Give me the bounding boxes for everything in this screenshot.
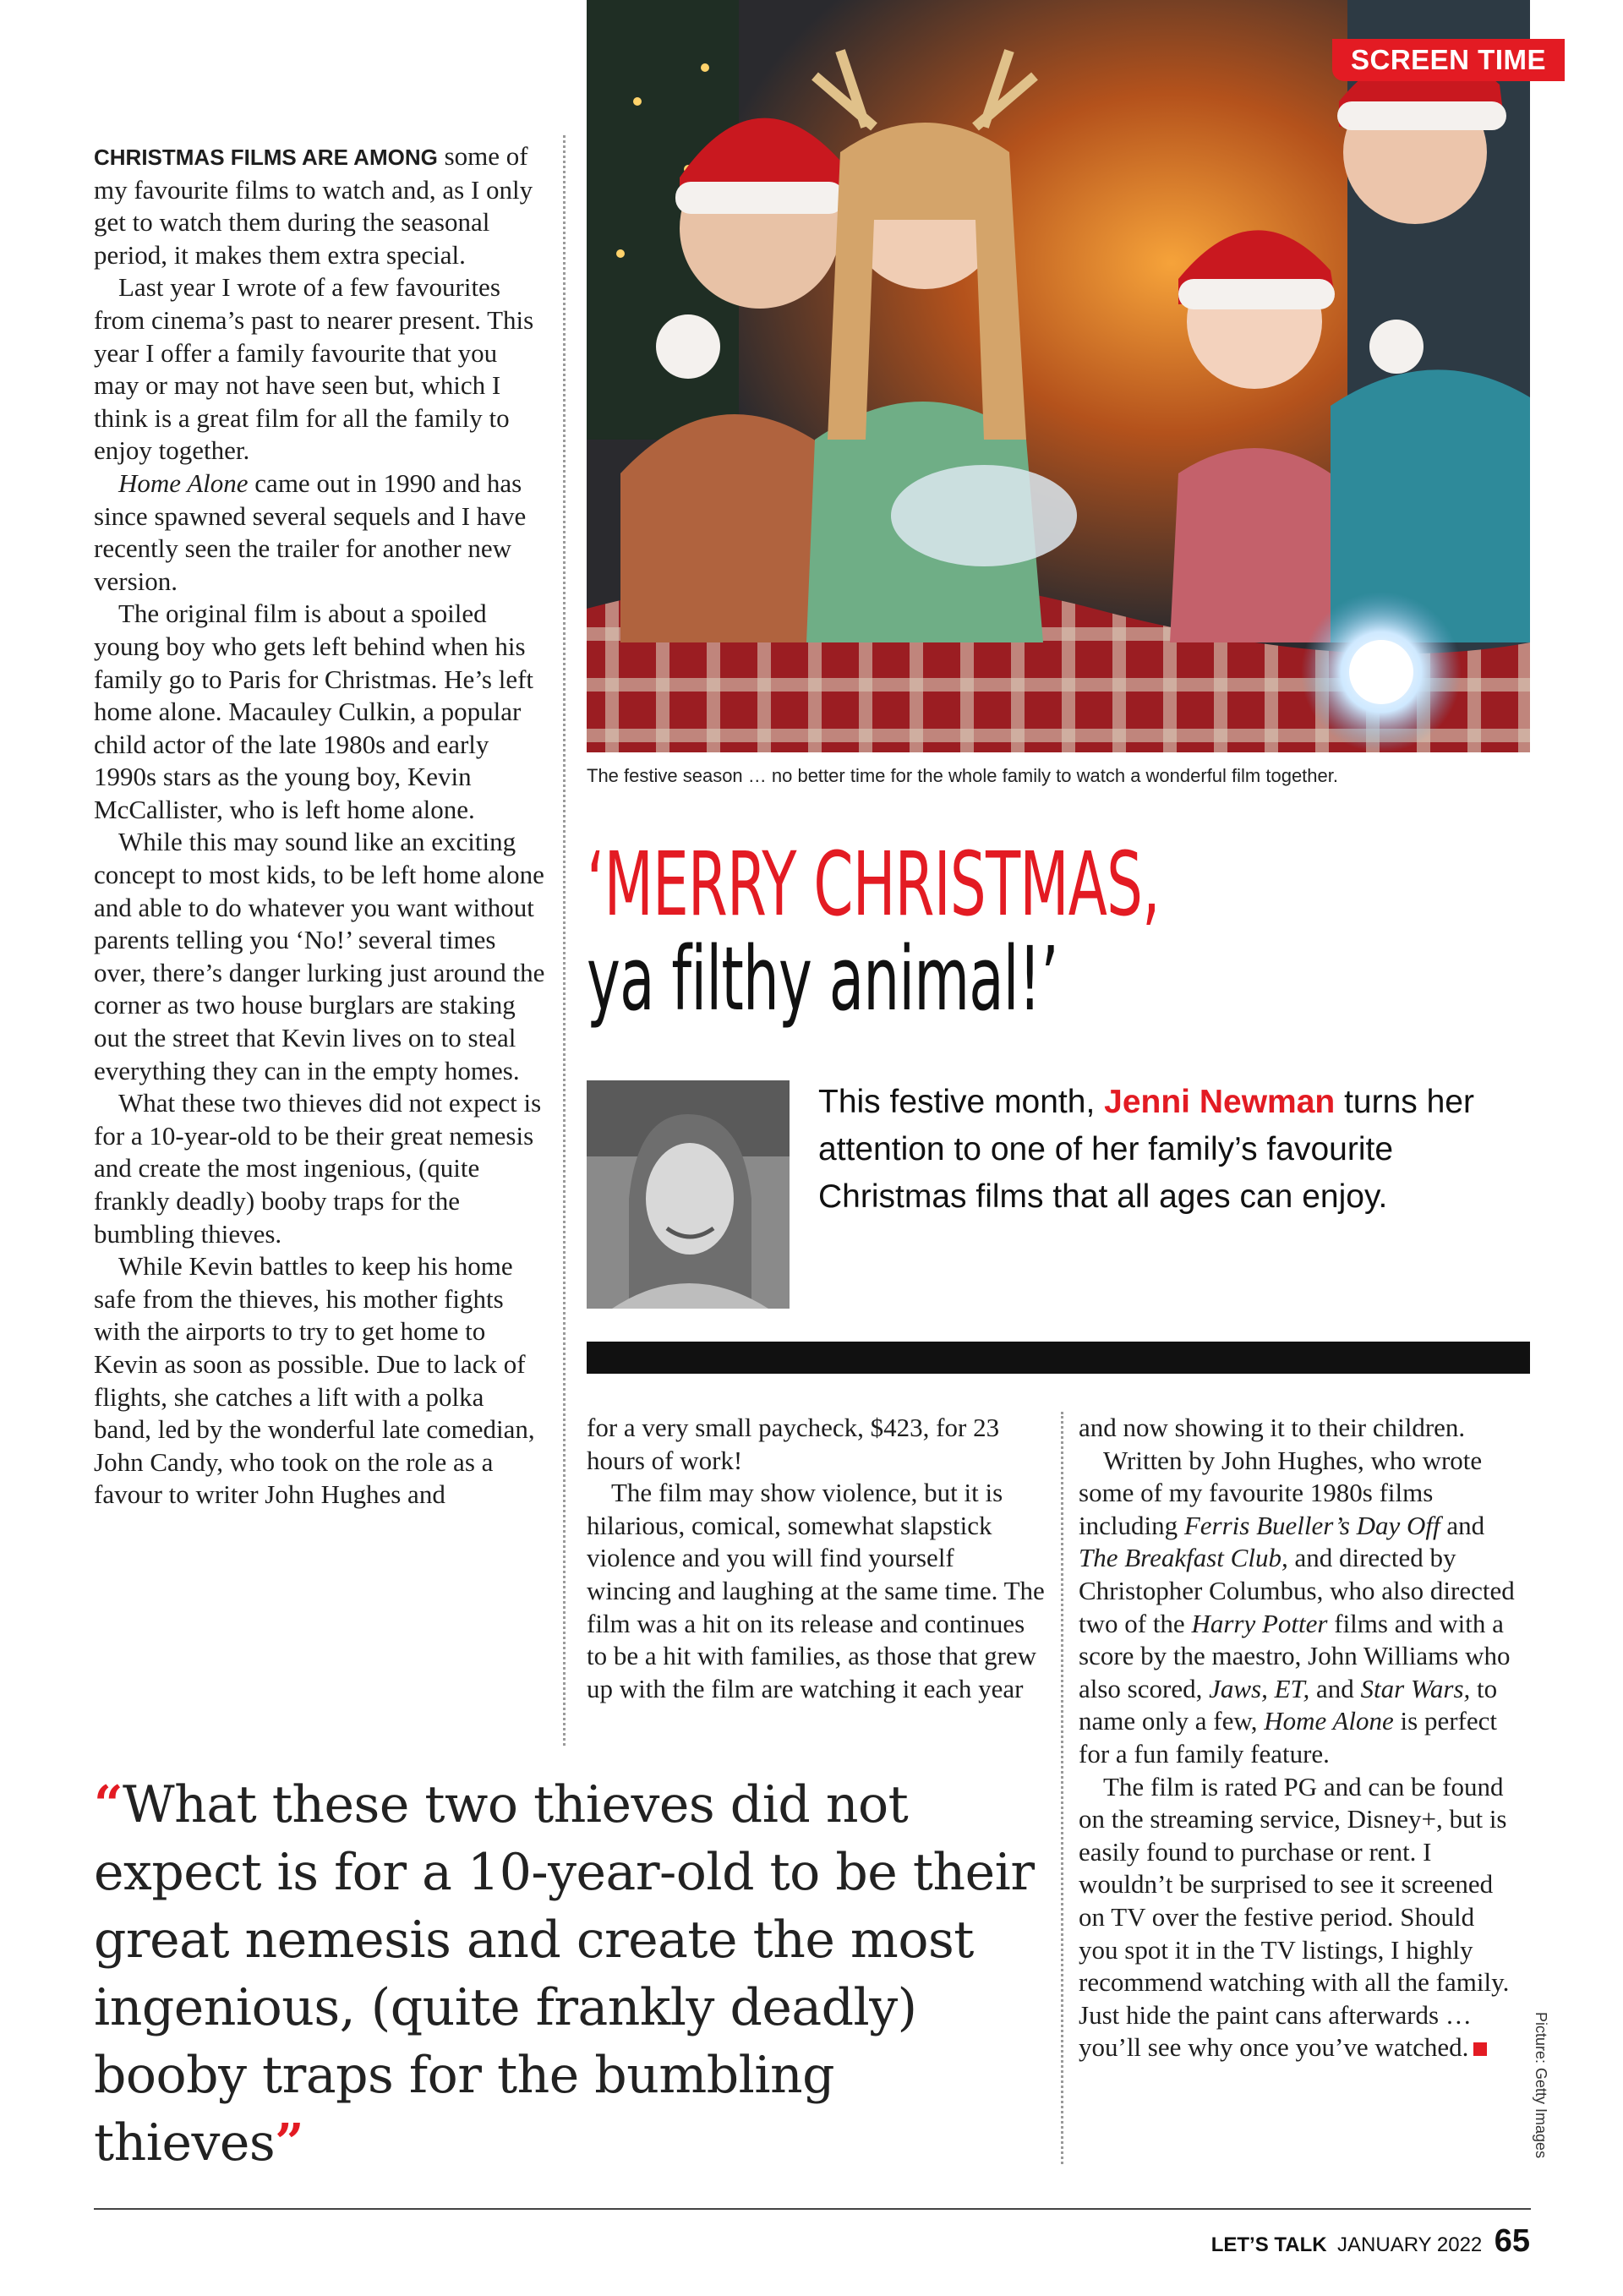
article-column-1	[94, 140, 546, 1512]
paragraph: The original film is about a spoiled young boy who gets left behind when his family go to Paris for Christmas. He’s left home alone. Macauley Culkin, a popular child actor of the late 1980s and early 1990s stars as the young boy, Kevin McCallister, who is left home alone.	[94, 599, 534, 824]
author-name: Jenni Newman	[1104, 1084, 1336, 1120]
paragraph: Home Alone came out in 1990 and has since spawned several sequels and I have recently seen the trailer for another new version.	[94, 467, 527, 596]
magazine-name: LET’S TALK	[1210, 2233, 1327, 2256]
paragraph: for a very small paycheck, $423, for 23 hours of work!	[587, 1413, 1000, 1475]
paragraph: While this may sound like an exciting concept to most kids, to be left home alone and able to do whatever you want without parents telling you ‘No!’ several times over, there’s danger lurking just around the corner as two house burglars are staking out the street that Kevin lives on to steal everything they can in the empty homes.	[94, 827, 545, 1085]
photo-caption: The festive season … no better time for the whole family to watch a wonderful film together.	[587, 765, 1338, 786]
film-title: Home Alone	[118, 467, 249, 498]
footer-rule	[94, 2208, 1531, 2210]
author-photo	[587, 1080, 790, 1309]
column-divider	[563, 135, 566, 1746]
paragraph: While Kevin battles to keep his home safe from the thieves, his mother fights with the airports to try to get home to Kevin as soon as possible. Due to lack of flights, she catches a lift with a polka band, led by the wonderful late comedian, John Candy, who took on the role as a favour to writer John Hughes and	[94, 1251, 535, 1510]
lead-in: CHRISTMAS FILMS ARE AMONG	[94, 145, 438, 170]
standfirst: This festive month, Jenni Newman turns her attention to one of her family’s favourite Christmas films that all ages can enjoy.	[818, 1084, 1474, 1215]
paragraph: Written by John Hughes, who wrote some of my favourite 1980s films including Ferris Bueller’s Day Off and The Breakfast Club, and directed by Christopher Columbus, who also directed two of the Harry Potter films and with a score by the maestro, John Williams who also scored, Jaws, ET, and Star Wars, to name only a few, Home Alone is perfect for a fun family feature.	[1079, 1445, 1515, 1768]
page-number: 65	[1494, 2223, 1530, 2259]
column-divider	[1061, 1412, 1063, 2164]
headline	[587, 833, 1542, 1030]
pull-quote-text: What these two thieves did not expect is for a 10-year-old to be their great nemesis and create the most ingenious, (quite frankly deadly) booby traps for the bumbling thieves	[94, 1775, 1035, 2173]
family-christmas-photo	[587, 0, 1530, 752]
open-quote-mark: “	[94, 1775, 123, 1834]
paragraph: The film is rated PG and can be found on the streaming service, Disney+, but is easily found to purchase or rent. I wouldn’t be surprised to see it screened on TV over the festive period. Should you spot it in the TV listings, I highly recommend watching with all the family. Just hide the paint cans afterwards … you’ll see why once you’ve watched.	[1079, 1771, 1510, 2063]
section-tag: SCREEN TIME	[1332, 39, 1565, 81]
paragraph: CHRISTMAS FILMS ARE AMONG some of my favourite films to watch and, as I only get to watch them during the seasonal period, it makes them extra special.	[94, 141, 533, 270]
article-column-2	[587, 1412, 1045, 1705]
pull-quote	[94, 1771, 1041, 2177]
article-column-3	[1079, 1412, 1518, 2064]
end-mark	[1473, 2042, 1487, 2056]
paragraph: What these two thieves did not expect is for a 10-year-old to be their great nemesis and create the most ingenious, (quite frankly deadly) booby traps for the bumbling thieves.	[94, 1088, 542, 1249]
paragraph: and now showing it to their children.	[1079, 1413, 1466, 1442]
headline-line-1: ‘MERRY CHRISTMAS,	[587, 833, 1160, 936]
paragraph: The film may show violence, but it is hilarious, comical, somewhat slapstick violence and you will find yourself wincing and laughing at the same time. The film was a hit on its release and continues to be a hit with families, as those that grew up with the film are watching it each year	[587, 1478, 1045, 1703]
close-quote-mark: ”	[275, 2113, 304, 2173]
issue-date: JANUARY 2022	[1337, 2233, 1483, 2256]
headline-line-2: ya filthy animal!’	[587, 927, 1058, 1030]
page-footer	[1211, 2223, 1530, 2260]
photo-credit: Picture: Getty Images	[1533, 2012, 1549, 2159]
black-divider-bar	[587, 1342, 1530, 1374]
paragraph: Last year I wrote of a few favourites from cinema’s past to nearer present. This year I offer a family favourite that you may or may not have seen but, which I think is a great film for all the family to enjoy together.	[94, 272, 534, 466]
